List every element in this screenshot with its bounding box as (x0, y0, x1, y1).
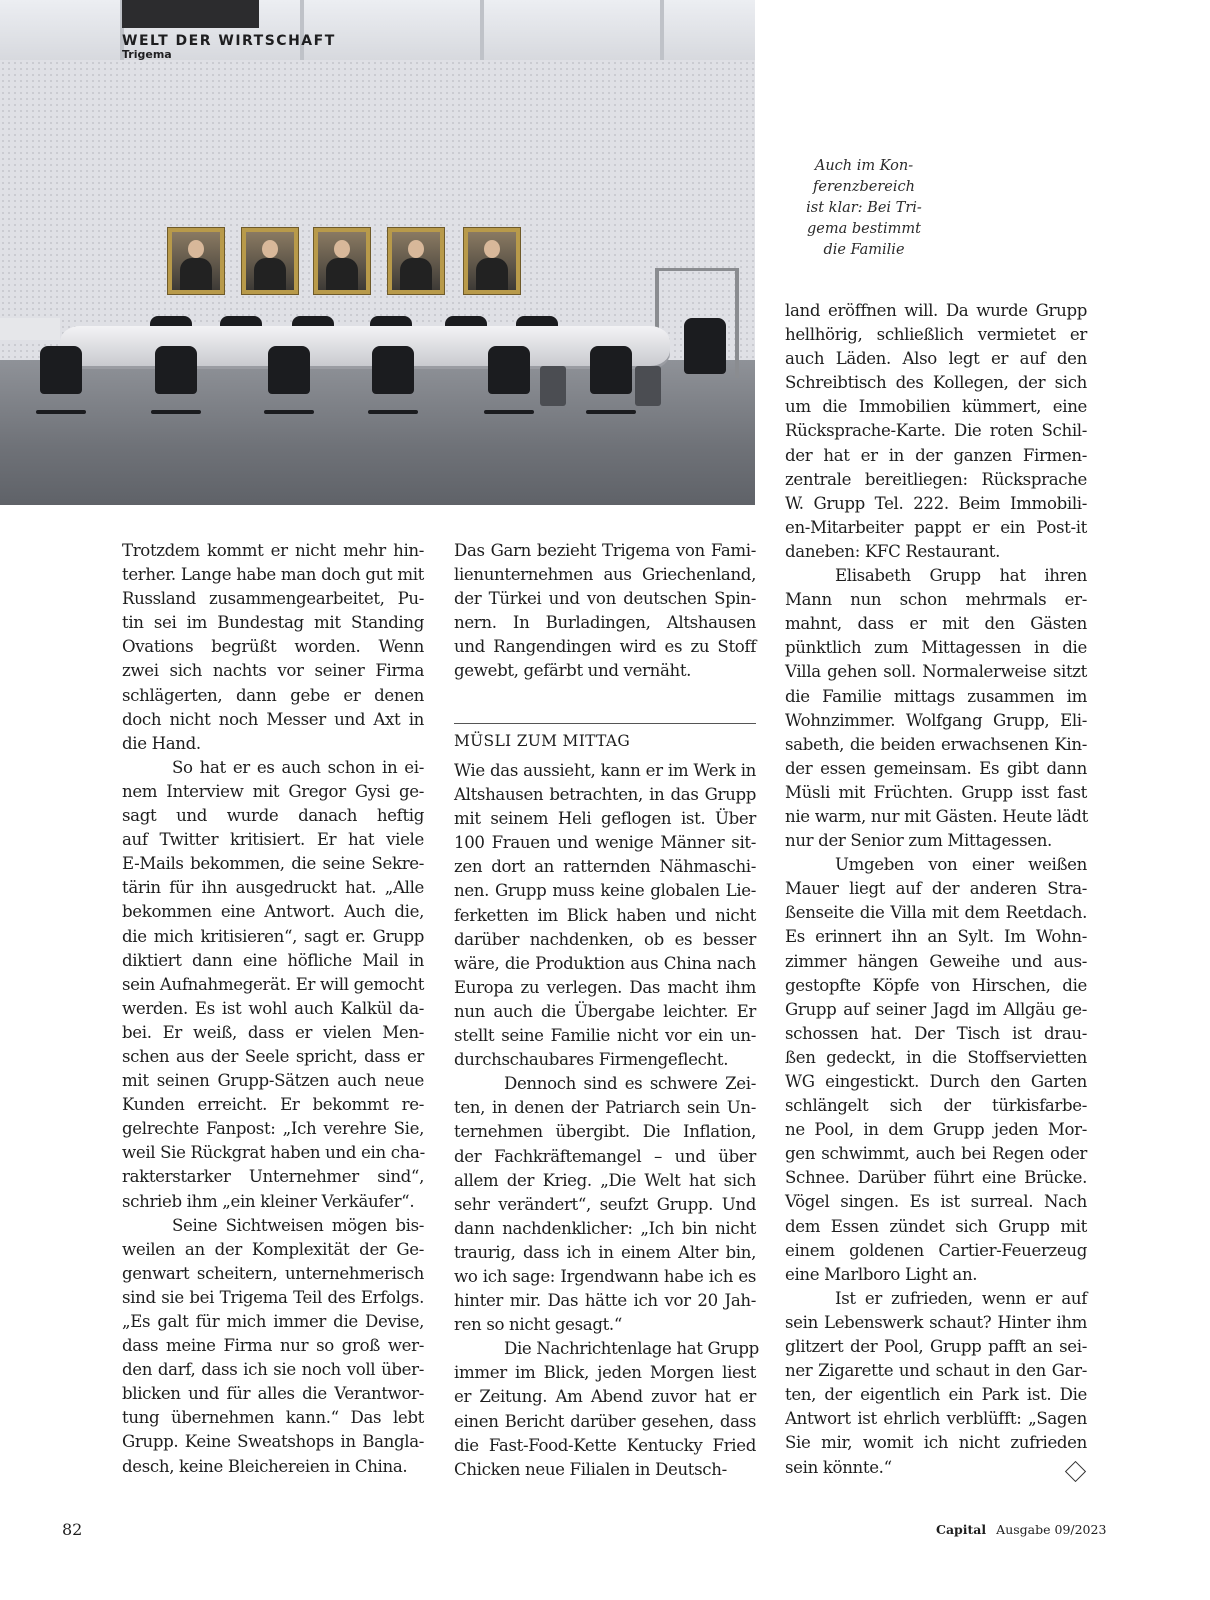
photo-coat-rack (655, 268, 739, 271)
text-line: Umgeben von einer weißen (835, 855, 1087, 875)
text-line: Es erinnert ihn an Sylt. Im Wohn- (785, 927, 1087, 947)
photo-beam (660, 0, 664, 60)
portrait-frame (388, 228, 444, 294)
text-line: sagt und wurde danach heftig (122, 806, 424, 826)
text-line: tin sei im Bundestag mit Standing (122, 613, 424, 633)
text-line: auf Twitter kritisiert. Er hat viele (122, 830, 424, 850)
text-line: Antwort ist ehrlich verblüfft: „Sagen (785, 1409, 1087, 1429)
text-line: blicken und für alles die Verantwor- (122, 1384, 424, 1404)
conference-room-photo (0, 0, 755, 505)
text-line: sind sie bei Trigema Teil des Erfolgs. (122, 1287, 424, 1307)
photo-chair-base (36, 410, 86, 414)
photo-side-desk (0, 318, 60, 340)
photo-chair (155, 346, 197, 394)
text-line: gelrechte Fanpost: „Ich verehre Sie, (122, 1119, 424, 1139)
text-line: E-Mails bekommen, die seine Sekre- (122, 854, 424, 874)
photo-coat-rack (735, 268, 739, 378)
text-line: Schnee. Darüber führt eine Brücke. (785, 1168, 1087, 1188)
photo-table-leg (635, 366, 661, 406)
text-line: wo ich sage: Irgendwann habe ich es (454, 1266, 756, 1286)
text-line: Grupp auf seiner Jagd im Allgäu ge- (785, 999, 1087, 1019)
text-line: Wohnzimmer. Wolfgang Grupp, Eli- (785, 710, 1087, 730)
text-line: sabeth, die beiden erwachsenen Kin- (785, 734, 1087, 754)
text-line: hinter mir. Das hätte ich vor 20 Jah- (454, 1291, 756, 1311)
text-line: bekommen eine Antwort. Auch die, (122, 902, 424, 922)
text-line: die Fast-Food-Kette Kentucky Fried (454, 1435, 756, 1455)
text-line: Sie mir, womit ich nicht zufrieden (785, 1433, 1087, 1453)
text-line: ten, der eigentlich ein Park ist. Die (785, 1385, 1087, 1405)
text-line: schrieb ihm „ein kleiner Verkäufer“. (122, 1191, 415, 1211)
text-line: en-Mitarbeiter pappt er ein Post-it (785, 517, 1087, 537)
article-column-1 (122, 539, 424, 1479)
text-line: glitzert der Pool, Grupp pafft an sei- (785, 1337, 1087, 1357)
text-line: Müsli mit Früchten. Grupp isst fast (785, 782, 1087, 802)
text-line: mit seinen Grupp-Sätzen auch neue (122, 1071, 424, 1091)
photo-chair-base (151, 410, 201, 414)
text-line: genwart scheitern, unternehmerisch (122, 1263, 424, 1283)
text-line: sein Aufnahmegerät. Er will gemocht (122, 974, 425, 994)
text-line: mahnt, dass er mit den Gästen (785, 614, 1087, 634)
text-line: Mauer liegt auf der anderen Stra- (785, 879, 1087, 899)
text-line: um die Immobilien kümmert, eine (785, 397, 1087, 417)
caption-line: ferenzbereich (813, 179, 915, 195)
section-label: WELT DER WIRTSCHAFT (122, 33, 336, 49)
text-line: gestopfte Köpfe von Hirschen, die (785, 975, 1087, 995)
caption-line: gema bestimmt (807, 221, 921, 237)
photo-chair-base (368, 410, 418, 414)
text-line: Russland zusammengearbeitet, Pu- (122, 589, 424, 609)
conference-table (60, 326, 670, 366)
caption-line: ist klar: Bei Tri- (806, 200, 922, 216)
text-line: lienunternehmen aus Griechenland, (454, 565, 756, 585)
text-line: Dennoch sind es schwere Zei- (504, 1074, 756, 1094)
text-line: allem der Krieg. „Die Welt hat sich (454, 1170, 756, 1190)
photo-chair (40, 346, 82, 394)
text-line: der essen gemeinsam. Es gibt dann (785, 758, 1087, 778)
photo-chair-base (264, 410, 314, 414)
text-line: weil Sie Rückgrat haben und ein cha- (122, 1143, 425, 1163)
text-line: Seine Sichtweisen mögen bis- (172, 1215, 424, 1235)
text-line: nem Interview mit Gregor Gysi ge- (122, 781, 424, 801)
portrait-frame (314, 228, 370, 294)
text-line: 100 Frauen und wenige Männer sit- (454, 833, 756, 853)
text-line: sein Lebenswerk schaut? Hinter ihm (785, 1312, 1087, 1332)
text-line: rakterstarker Unternehmer sind“, (122, 1167, 424, 1187)
text-line: auch Läden. Also legt er auf den (785, 349, 1087, 369)
text-line: der Türkei und von deutschen Spin- (454, 589, 756, 609)
text-line: sein könnte.“ (785, 1457, 892, 1477)
text-line: ne Pool, in dem Grupp jeden Mor- (785, 1120, 1087, 1140)
text-line: Rücksprache-Karte. Die roten Schil- (785, 421, 1087, 441)
text-line: terher. Lange habe man doch gut mit (122, 565, 424, 585)
text-line: „Es galt für mich immer die Devise, (122, 1312, 424, 1331)
text-line: Schreibtisch des Kollegen, der sich (785, 373, 1087, 393)
text-line: die mich kritisieren“, sagt er. Grupp (122, 926, 424, 946)
text-line: Europa zu verlegen. Das macht ihm (454, 977, 756, 997)
issue-label: Ausgabe 09/2023 (996, 1522, 1107, 1537)
text-line: ßen gedeckt, in die Stoffservietten (785, 1047, 1087, 1067)
text-line: mit seinem Heli geflogen ist. Über (454, 809, 756, 829)
text-line: nur der Senior zum Mittagessen. (785, 831, 1052, 851)
text-line: stellt seine Familie nicht vor ein un- (454, 1026, 756, 1046)
text-line: Wie das aussieht, kann er im Werk in (454, 761, 756, 780)
photo-chair (590, 346, 632, 394)
text-line: hellhörig, schließlich vermietet er (785, 325, 1087, 345)
text-line: schlängelt sich der türkisfarbe- (785, 1096, 1087, 1116)
text-line: gen schwimmt, auch bei Regen oder (785, 1144, 1087, 1164)
text-line: dem Essen zündet sich Grupp mit (785, 1216, 1087, 1236)
footer-publication-info (936, 1522, 1106, 1537)
text-line: sehr verändert“, seufzt Grupp. Und (454, 1194, 756, 1214)
text-line: daneben: KFC Restaurant. (785, 541, 1001, 561)
text-line: schossen hat. Der Tisch ist drau- (785, 1023, 1087, 1043)
text-line: er Zeitung. Am Abend zuvor hat er (454, 1387, 756, 1407)
photo-wall (0, 60, 755, 360)
text-line: einem goldenen Cartier-Feuerzeug (785, 1240, 1087, 1260)
column-2-body (454, 759, 759, 1482)
text-line: Altshausen betrachten, in das Grupp (454, 785, 756, 805)
text-line: ten, in denen der Patriarch sein Un- (454, 1098, 756, 1118)
photo-chair (488, 346, 530, 394)
text-line: immer im Blick, jeden Morgen liest (454, 1363, 756, 1383)
text-line: ner Zigarette und schaut in den Gar- (785, 1361, 1087, 1381)
text-line: weilen an der Komplexität der Ge- (122, 1239, 424, 1259)
text-line: Ovations begrüßt worden. Wenn (122, 637, 424, 657)
text-line: schlägerten, dann gebe er denen (122, 685, 424, 705)
text-line: nern. In Burladingen, Altshausen (454, 613, 756, 633)
photo-chair-base (586, 410, 636, 414)
text-line: der Fachkräftemangel – und über (454, 1146, 756, 1166)
text-line: Elisabeth Grupp hat ihren (835, 566, 1087, 586)
text-line: desch, keine Bleichereien in China. (122, 1456, 408, 1476)
text-line: Kunden erreicht. Er bekommt re- (122, 1095, 424, 1115)
photo-chair (684, 318, 726, 374)
text-line: pünktlich zum Mittagessen in die (785, 638, 1087, 658)
photo-beam (480, 0, 484, 60)
article-column-3 (785, 299, 1087, 1480)
text-line: ßenseite die Villa mit dem Reetdach. (785, 903, 1087, 923)
portrait-frame (464, 228, 520, 294)
text-line: eine Marlboro Light an. (785, 1264, 978, 1284)
text-line: land eröffnen will. Da wurde Grupp (785, 301, 1087, 320)
text-line: darüber nachdenken, ob es besser (454, 929, 756, 949)
text-line: Villa gehen soll. Normalerweise sitzt (785, 662, 1087, 682)
text-line: tärin für ihn ausgedruckt hat. „Alle (122, 878, 424, 898)
photo-chair-base (484, 410, 534, 414)
text-line: gewebt, gefärbt und vernäht. (454, 661, 692, 681)
text-line: Chicken neue Filialen in Deutsch- (454, 1459, 727, 1479)
text-line: Vögel singen. Es ist surreal. Nach (785, 1192, 1087, 1212)
text-line: dass meine Firma nur so groß wer- (122, 1336, 424, 1356)
portrait-frame (168, 228, 224, 294)
text-line: Das Garn bezieht Trigema von Fami- (454, 541, 756, 560)
text-line: So hat er es auch schon in ei- (172, 757, 424, 777)
text-line: Die Nachrichtenlage hat Grupp (504, 1339, 759, 1359)
caption-line: Auch im Kon- (814, 158, 914, 174)
text-line: doch nicht noch Messer und Axt in (122, 709, 424, 729)
text-line: ternehmen übergibt. Die Inflation, (454, 1122, 756, 1142)
text-line: wäre, die Produktion aus China nach (454, 953, 756, 973)
text-line: zimmer hängen Geweihe und aus- (785, 951, 1087, 971)
text-line: Trotzdem kommt er nicht mehr hin- (122, 541, 424, 560)
page-number: 82 (62, 1520, 83, 1539)
photo-beam (300, 0, 304, 60)
text-line: einen Bericht darüber gesehen, dass (454, 1411, 756, 1431)
text-line: die Familie mittags zusammen im (785, 686, 1087, 706)
text-line: tung übernehmen kann.“ Das lebt (122, 1408, 424, 1428)
caption-line: die Familie (823, 242, 905, 258)
subheading: MÜSLI ZUM MITTAG (454, 723, 756, 750)
text-line: Grupp. Keine Sweatshops in Bangla- (122, 1432, 424, 1452)
text-line: durchschaubares Firmengeflecht. (454, 1050, 729, 1070)
photo-table-leg (540, 366, 566, 406)
publication-name: Capital (936, 1522, 987, 1537)
text-line: nie warm, nur mit Gästen. Heute lädt (785, 806, 1088, 826)
text-line: traurig, dass ich in einem Alter bin, (454, 1242, 756, 1262)
portrait-frame (242, 228, 298, 294)
text-line: diktiert dann eine höfliche Mail in (122, 950, 424, 970)
text-line: den darf, dass ich sie noch voll über- (122, 1360, 424, 1380)
text-line: ferketten im Blick haben und nicht (454, 905, 756, 925)
text-line: und Rangendingen wird es zu Stoff (454, 637, 756, 657)
text-line: WG eingestickt. Durch den Garten (785, 1072, 1087, 1091)
text-line: zen dort an ratternden Nähmaschi- (454, 857, 756, 877)
photo-ceiling (0, 0, 755, 60)
text-line: nen. Grupp muss keine globalen Lie- (454, 881, 756, 901)
photo-caption (790, 156, 938, 261)
text-line: die Hand. (122, 733, 201, 753)
text-line: Ist er zufrieden, wenn er auf (835, 1288, 1087, 1308)
text-line: ren so nicht gesagt.“ (454, 1315, 622, 1335)
text-line: schen aus der Seele spricht, dass er (122, 1046, 424, 1066)
text-line: nun auch die Übergabe leichter. Er (454, 1001, 756, 1021)
section-tag-block (122, 0, 259, 28)
photo-chair (372, 346, 414, 394)
text-line: bei. Er weiß, dass er vielen Men- (122, 1022, 424, 1042)
photo-chair (268, 346, 310, 394)
text-line: W. Grupp Tel. 222. Beim Immobili- (785, 493, 1087, 513)
text-line: dann nachdenklicher: „Ich bin nicht (454, 1218, 756, 1238)
section-sublabel: Trigema (122, 48, 172, 61)
text-line: zentrale bereitliegen: Rücksprache (785, 469, 1087, 489)
text-line: werden. Es ist wohl auch Kalkül da- (122, 998, 424, 1018)
text-line: zwei sich nachts vor seiner Firma (122, 661, 424, 681)
text-line: der hat er in der ganzen Firmen- (785, 445, 1087, 465)
column-2-intro (454, 539, 756, 684)
text-line: Mann nun schon mehrmals er- (785, 590, 1087, 610)
